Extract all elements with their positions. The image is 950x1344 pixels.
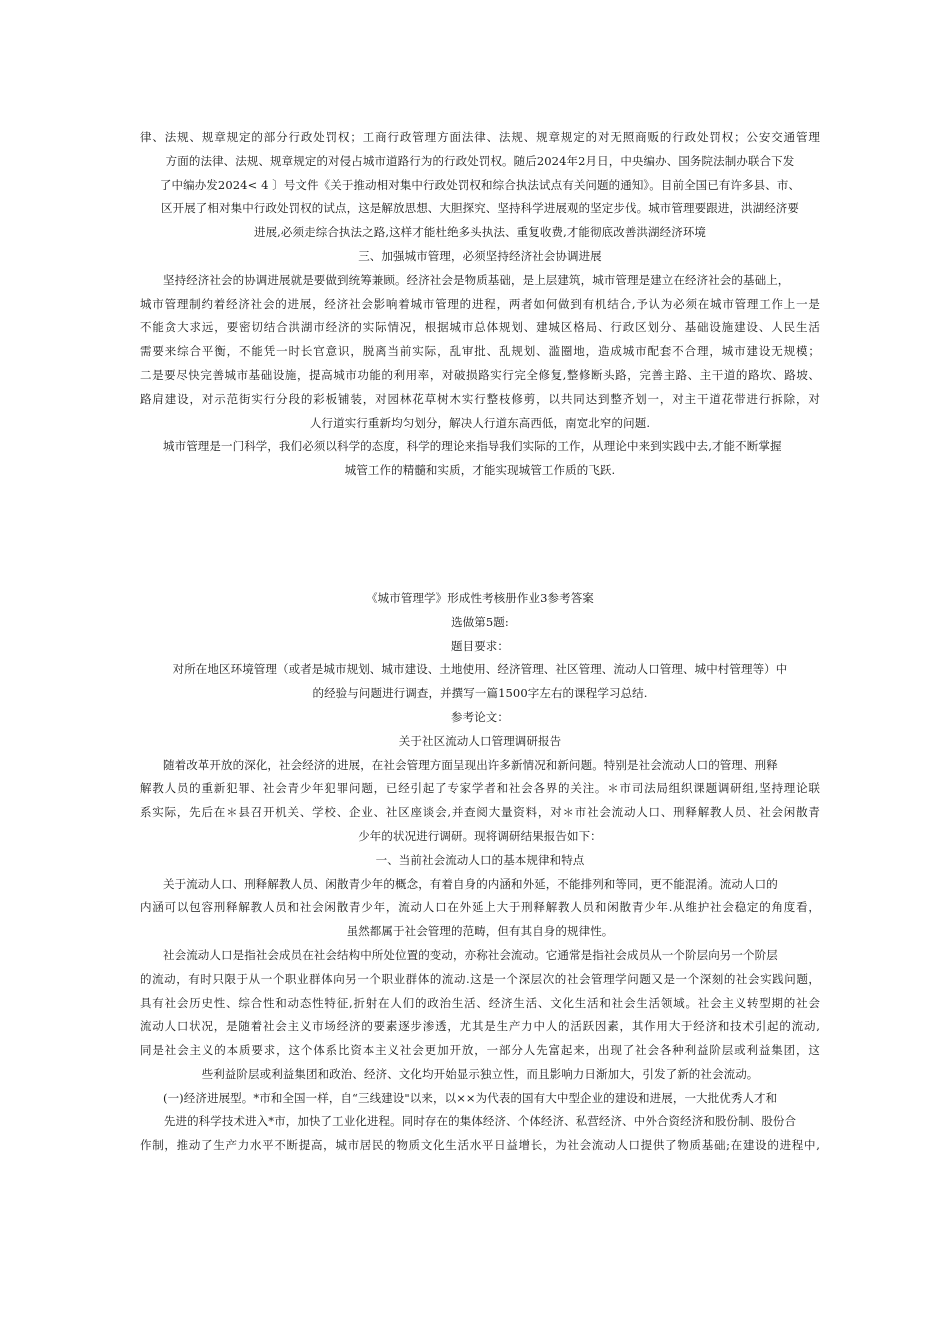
text-line: 城管工作的精髓和实质，才能实现城管工作质的飞跃. [344, 463, 616, 478]
text-line: 解教人员的重新犯罪、社会青少年犯罪问题，已经引起了专家学者和社会各界的关注。＊市司法局组织课题调研组,坚持理论联 [140, 781, 820, 796]
report-title: 关于社区流动人口管理调研报告 [398, 733, 562, 748]
spacer [140, 483, 820, 587]
text-line: 具有社会历史性、综合性和动态性特征,折射在人们的政治生活、经济生活、文化生活和社会生活领域。社会主义转型期的社会 [140, 995, 820, 1010]
text-line: 社会流动人口是指社会成员在社会结构中所处位置的变动，亦称社会流动。它通常是指社会成员从一个阶层向另一个阶层 [163, 947, 778, 962]
text-line: 系实际，先后在＊县召开机关、学校、企业、社区座谈会,并查阅大量资料，对＊市社会流动人口、刑释解教人员、社会闲散青 [140, 805, 820, 820]
section-heading: 一、当前社会流动人口的基本规律和特点 [375, 852, 585, 867]
text-line: 进展,必须走综合执法之路,这样才能杜绝多头执法、重复收费,才能彻底改善洪湖经济环境 [253, 225, 707, 240]
text-line: 二是要尽快完善城市基础设施，提高城市功能的利用率，对破损路实行完全修复,整修断头路，完善主路、主干道的路坎、路坡、 [140, 367, 820, 382]
text-line: 些利益阶层或利益集团和政治、经济、文化均开始显示独立性，而且影响力日渐加大，引发了新的社会流动。 [201, 1066, 759, 1081]
text-line: 区开展了相对集中行政处罚权的试点，这是解放思想、大胆探究、坚持科学进展观的坚定步伐。城市管理要跟进，洪湖经济要 [161, 201, 799, 216]
text-line: 内涵可以包容刑释解教人员和社会闲散青少年，流动人口在外延上大于刑释解教人员和闲散青少年.从维护社会稳定的角度看， [140, 900, 820, 915]
question-choice: 选做第5题: [451, 614, 509, 629]
text-line: 坚持经济社会的协调进展就是要做到统筹兼顾。经济社会是物质基础，是上层建筑，城市管理是建立在经济社会的基础上， [163, 272, 790, 287]
second-section [140, 587, 820, 1158]
text-line: 随着改革开放的深化，社会经济的进展，在社会管理方面呈现出许多新情况和新问题。特别是社会流动人口的管理、刑释 [163, 757, 778, 772]
text-line: 同是社会主义的本质要求，这个体系比资本主义社会更加开放，一部分人先富起来，出现了社会各种利益阶层或利益集团，这 [140, 1043, 820, 1058]
text-line: 律、法规、规章规定的部分行政处罚权；工商行政管理方面法律、法规、规章规定的对无照商贩的行政处罚权；公安交通管理 [140, 130, 820, 144]
text-line: 的流动，有时只限于从一个职业群体向另一个职业群体的流动.这是一个深层次的社会管理学问题又是一个深刻的社会实践问题， [140, 971, 820, 986]
document-page [140, 126, 820, 1158]
text-line: 作制，推动了生产力水平不断提高，城市居民的物质文化生活水平日益增长，为社会流动人口提供了物质基础;在建设的进程中, [140, 1138, 820, 1153]
text-line: 需要来综合平衡，不能凭一时长官意识，脱离当前实际，乱审批、乱规划、滥圈地，造成城市配套不合理，城市建设无规模； [140, 344, 820, 359]
text-line: 流动人口状况，是随着社会主义市场经济的要素逐步渗透，尤其是生产力中人的活跃因素，其作用大于经济和技术引起的流动, [140, 1019, 820, 1034]
text-line: (一)经济进展型。*市和全国一样，自“三线建设"以来，以××为代表的国有大中型企业的建设和进展，一大批优秀人才和 [163, 1090, 778, 1105]
top-section [140, 126, 820, 483]
text-line: 先进的科学技术进入*市，加快了工业化进程。同时存在的集体经济、个体经济、私营经济、中外合资经济和股份制、股份合 [163, 1114, 797, 1129]
text-line: 关于流动人口、刑释解教人员、闲散青少年的概念，有着自身的内涵和外延，不能排列和等同，更不能混淆。流动人口的 [163, 876, 778, 891]
text-line: 城市管理制约着经济社会的进展，经济社会影响着城市管理的进程，两者如何做到有机结合,予认为必须在城市管理工作上一是 [140, 296, 820, 311]
text-line: 了中编办发2024< 4 〕号文件《关于推动相对集中行政处罚权和综合执法试点有关问题的通知》。目前全国已有许多县、市、 [159, 177, 801, 192]
text-line: 虽然都属于社会管理的范畴，但有其自身的规律性。 [346, 924, 614, 939]
section-heading: 三、加强城市管理，必须坚持经济社会协调进展 [358, 248, 602, 263]
text-line: 对所在地区环境管理（或者是城市规划、城市建设、土地使用、经济管理、社区管理、流动人口管理、城中村管理等）中 [172, 662, 788, 677]
text-line: 人行道实行重新均匀划分，解决人行道东高西低，南宽北窄的问题. [309, 415, 651, 430]
text-line: 的经验与问题进行调查，并撰写一篇1500字左右的课程学习总结. [312, 686, 648, 701]
document-title: 《城市管理学》形成性考核册作业3参考答案 [366, 590, 594, 605]
text-line: 不能贪大求远，要密切结合洪湖市经济的实际情况，根据城市总体规划、建城区格局、行政区划分、基础设施建设、人民生活 [140, 320, 820, 335]
text-line: 少年的状况进行调研。现将调研结果报告如下： [358, 828, 602, 843]
requirement-label: 题目要求： [451, 638, 509, 653]
text-line: 路肩建设，对示范街实行分段的彩板铺装，对园林花草树木实行整枝修剪，以共同达到整齐划一，对主干道花带进行拆除，对 [140, 391, 820, 406]
text-line: 方面的法律、法规、规章规定的对侵占城市道路行为的行政处罚权。随后2024年2月日，中央编办、国务院法制办联合下发 [165, 153, 795, 168]
reference-label: 参考论文： [451, 709, 509, 724]
text-line: 城市管理是一门科学，我们必须以科学的态度，科学的理论来指导我们实际的工作，从理论中来到实践中去,才能不断掌握 [163, 439, 782, 454]
